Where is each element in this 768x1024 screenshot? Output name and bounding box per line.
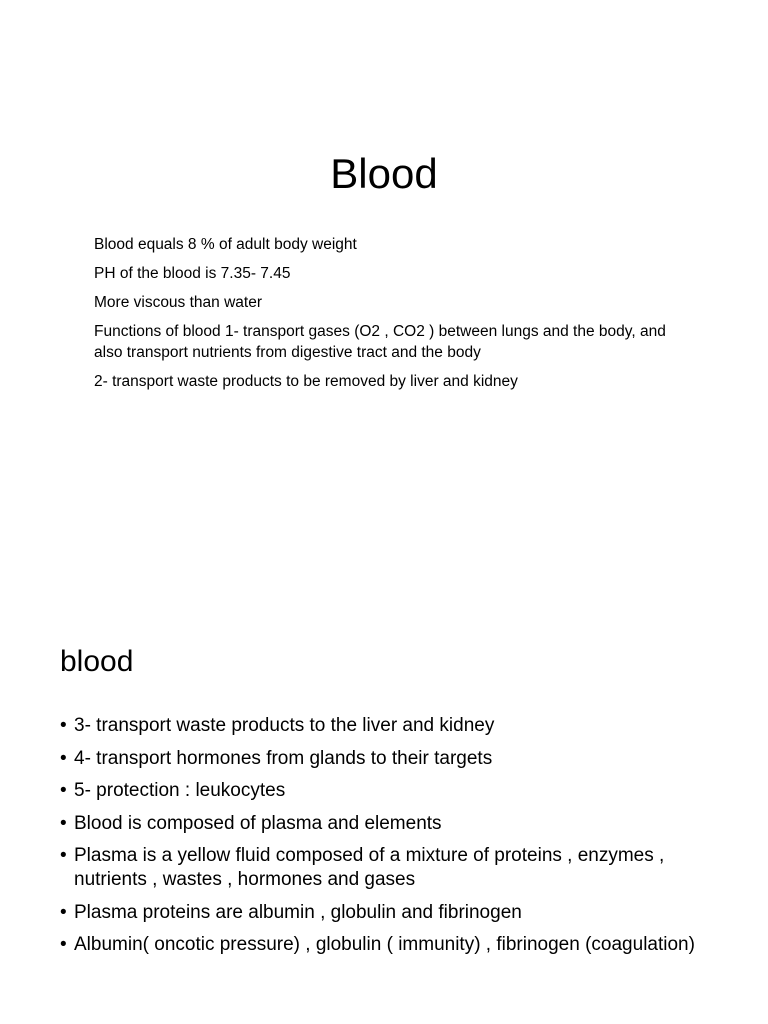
bullet-icon: • (60, 715, 67, 736)
bullet-text: 4- transport hormones from glands to their targets (74, 747, 493, 769)
slide-1-text-list (94, 234, 694, 400)
slide-1-title: Blood (330, 150, 438, 197)
bullet-icon: • (60, 901, 67, 923)
bullet-icon: • (60, 845, 67, 866)
bullet-text: Albumin( oncotic pressure) , globulin ( immunity) , fibrinogen (coagulation) (74, 934, 695, 955)
bullet-icon: • (60, 934, 67, 955)
bullet-item (60, 901, 720, 925)
slide-2-bullet-list (60, 714, 720, 966)
slide-1-item: More viscous than water (94, 294, 262, 311)
bullet-item (60, 933, 720, 957)
bullet-icon: • (60, 747, 67, 769)
bullet-text: Blood is composed of plasma and elements (74, 812, 442, 834)
bullet-text: 3- transport waste products to the liver and kidney (74, 715, 495, 736)
bullet-text: Plasma proteins are albumin , globulin and fibrinogen (74, 901, 522, 923)
bullet-text: Plasma is a yellow fluid composed of a mixture of proteins , enzymes , nutrients , wastes , hormones and gases (74, 845, 665, 890)
bullet-item (60, 747, 720, 771)
bullet-item (60, 779, 720, 803)
bullet-item (60, 812, 720, 836)
slide-1-item: 2- transport waste products to be removed by liver and kidney (94, 373, 518, 390)
slide-2-title: blood (60, 645, 134, 678)
slide-2 (0, 512, 768, 1024)
bullet-text: 5- protection : leukocytes (74, 780, 286, 801)
bullet-icon: • (60, 812, 67, 834)
bullet-icon: • (60, 780, 67, 801)
bullet-item (60, 844, 720, 892)
slide-1-item: Blood equals 8 % of adult body weight (94, 236, 357, 253)
bullet-item (60, 714, 720, 738)
slide-1-item: Functions of blood 1- transport gases (O2 , CO2 ) between lungs and the body, and also transport nutrients from digestive tract and the body (94, 323, 666, 361)
slide-1-item: PH of the blood is 7.35- 7.45 (94, 265, 291, 282)
